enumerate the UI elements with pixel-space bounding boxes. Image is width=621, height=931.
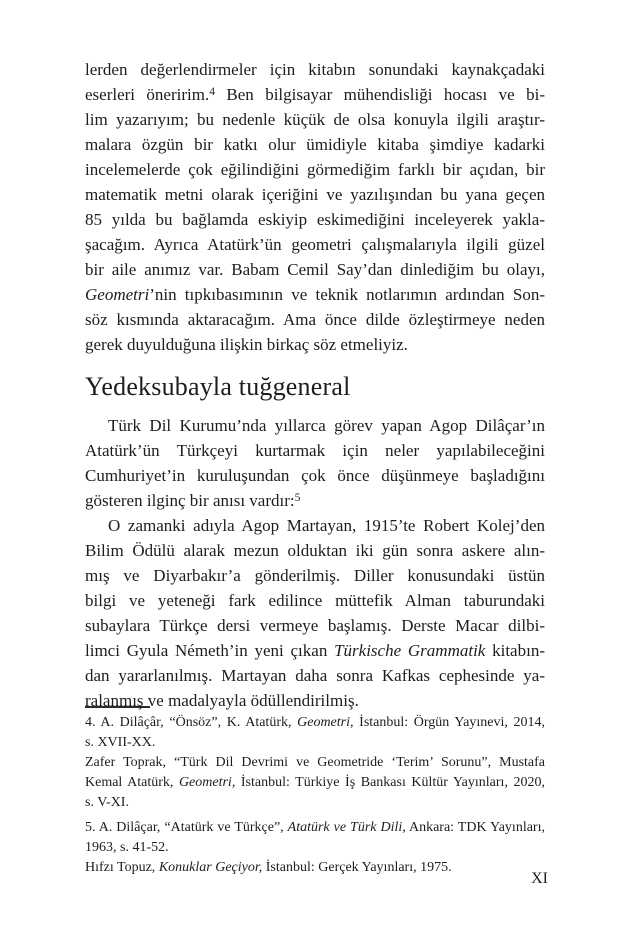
text-segment: Ankara: TDK Yayınları, — [405, 820, 545, 835]
text-line — [85, 793, 545, 813]
text-segment: lerden değerlendirmeler için kitabın sonundaki kaynakçadaki — [85, 60, 545, 79]
italic-text: Geometri, — [297, 715, 354, 730]
text-line — [85, 107, 545, 132]
text-segment: 1963, s. 41-52. — [85, 840, 169, 855]
text-line — [85, 157, 545, 182]
footnote-reference: 5 — [294, 490, 301, 504]
text-line — [85, 488, 545, 513]
text-line — [85, 858, 545, 878]
text-segment: şacağım. Ayrıca Atatürk’ün geometri çalışmalarıyla ilgili güzel — [85, 235, 545, 254]
text-line — [85, 413, 545, 438]
text-line — [85, 733, 545, 753]
text-segment: İstanbul: Gerçek Yayınları, 1975. — [262, 860, 452, 875]
text-line — [85, 207, 545, 232]
text-line — [85, 57, 545, 82]
text-line — [85, 638, 545, 663]
footnote-5 — [85, 818, 545, 878]
text-line — [85, 257, 545, 282]
text-segment: malara özgün bir katkı olur ümidiyle kitaba şimdiye kadarki — [85, 135, 545, 154]
text-line — [85, 538, 545, 563]
text-segment: 85 yılda bu bağlamda eskiyip eskimediğini inceleyerek yakla- — [85, 210, 545, 229]
text-segment: Atatürk’ün Türkçeyi kurtarmak için neler yapılabileceğini — [85, 441, 545, 460]
text-line — [85, 82, 545, 107]
book-page-content — [85, 57, 545, 878]
text-line — [85, 282, 545, 307]
body-paragraph-continuation — [85, 57, 545, 357]
text-segment: Zafer Toprak, “Türk Dil Devrimi ve Geometride ‘Terim’ Sorunu”, Mustafa — [85, 755, 545, 770]
text-segment: incelemelerde çok eğilindiğini görmediğim farklı bir açıdan, bir — [85, 160, 545, 179]
text-segment: dan yararlanılmış. Martayan daha sonra Kafkas cephesinde ya- — [85, 666, 545, 685]
italic-text: Geometri — [85, 285, 150, 304]
text-segment: İstanbul: Örgün Yayınevi, 2014, — [353, 715, 545, 730]
text-line — [85, 438, 545, 463]
text-segment: lim yazarıyım; bu nedenle küçük de olsa konuyla ilgili araştır- — [85, 110, 545, 129]
text-line — [85, 563, 545, 588]
text-segment: İstanbul: Türkiye İş Bankası Kültür Yayınları, 2020, — [235, 775, 545, 790]
body-paragraph-3 — [85, 513, 545, 713]
text-line — [85, 132, 545, 157]
text-line — [85, 713, 545, 733]
page-number: XI — [531, 870, 548, 887]
text-line — [85, 613, 545, 638]
italic-text: Geometri, — [178, 775, 236, 790]
text-line — [85, 463, 545, 488]
text-segment: Hıfzı Topuz, — [85, 860, 159, 875]
text-line — [85, 513, 545, 538]
text-segment: subaylara Türkçe dersi vermeye başlamış. Derste Macar dilbi- — [85, 616, 545, 635]
text-segment: matematik metni olarak içeriğini ve yazılışından bu yana geçen — [85, 185, 545, 204]
text-line — [85, 232, 545, 257]
text-line — [85, 753, 545, 773]
text-segment: limci Gyula Németh’in yeni çıkan — [85, 641, 335, 660]
text-segment: Cumhuriyet’in kuruluşundan çok önce düşünmeye başladığını — [85, 466, 545, 485]
text-line — [85, 663, 545, 688]
text-segment: 5. A. Dilâçar, “Atatürk ve Türkçe”, — [85, 820, 288, 835]
italic-text: Atatürk ve Türk Dili, — [287, 820, 406, 835]
text-segment: ’nin tıpkıbasımının ve teknik notlarımın ardından Son- — [149, 285, 545, 304]
text-line — [85, 838, 545, 858]
footnotes-section — [85, 706, 545, 878]
text-segment: Türk Dil Kurumu’nda yıllarca görev yapan Agop Dilâçar’ın — [108, 416, 545, 435]
text-line — [85, 773, 545, 793]
section-heading: Yedeksubayla tuğgeneral — [85, 372, 351, 401]
text-segment: ralanmış ve madalyayla ödüllendirilmiş. — [85, 691, 359, 710]
text-segment: Kemal Atatürk, — [85, 775, 179, 790]
text-segment: kitabın- — [485, 641, 545, 660]
text-segment: 4. A. Dilâçâr, “Önsöz”, K. Atatürk, — [85, 715, 298, 730]
footnote-4 — [85, 713, 545, 813]
text-segment: s. V-XI. — [85, 795, 129, 810]
text-segment: bir aile anımız var. Babam Cemil Say’dan dinlediğim bu olayı, — [85, 260, 545, 279]
footnote-reference: 4 — [209, 84, 215, 98]
italic-text: Türkische Grammatik — [334, 641, 486, 660]
text-segment: gerek duyulduğuna ilişkin birkaç söz etmeliyiz. — [85, 335, 408, 354]
text-segment: Bilim Ödülü alarak mezun olduktan iki gün sonra askere alın- — [85, 541, 545, 560]
text-segment: O zamanki adıyla Agop Martayan, 1915’te Robert Kolej’den — [108, 516, 545, 535]
italic-text: Konuklar Geçiyor, — [158, 860, 263, 875]
text-line — [85, 588, 545, 613]
text-segment: söz kısmında aktaracağım. Ama önce dilde özleştirmeye neden — [85, 310, 545, 329]
text-segment: mış ve Diyarbakır’a gönderilmiş. Diller konusundaki üstün — [85, 566, 545, 585]
body-paragraph-2 — [85, 413, 545, 513]
text-segment: bilgi ve yeteneği fark edilince müttefik Alman taburundaki — [85, 591, 545, 610]
text-line — [85, 332, 545, 357]
text-segment: Ben bilgisayar mühendisliği hocası ve bi- — [215, 85, 545, 104]
text-line — [85, 182, 545, 207]
text-segment: eserleri öneririm. — [85, 85, 210, 104]
text-line — [85, 307, 545, 332]
text-line — [85, 818, 545, 838]
text-segment: s. XVII-XX. — [85, 735, 156, 750]
text-segment: gösteren ilginç bir anısı vardır: — [85, 491, 295, 510]
